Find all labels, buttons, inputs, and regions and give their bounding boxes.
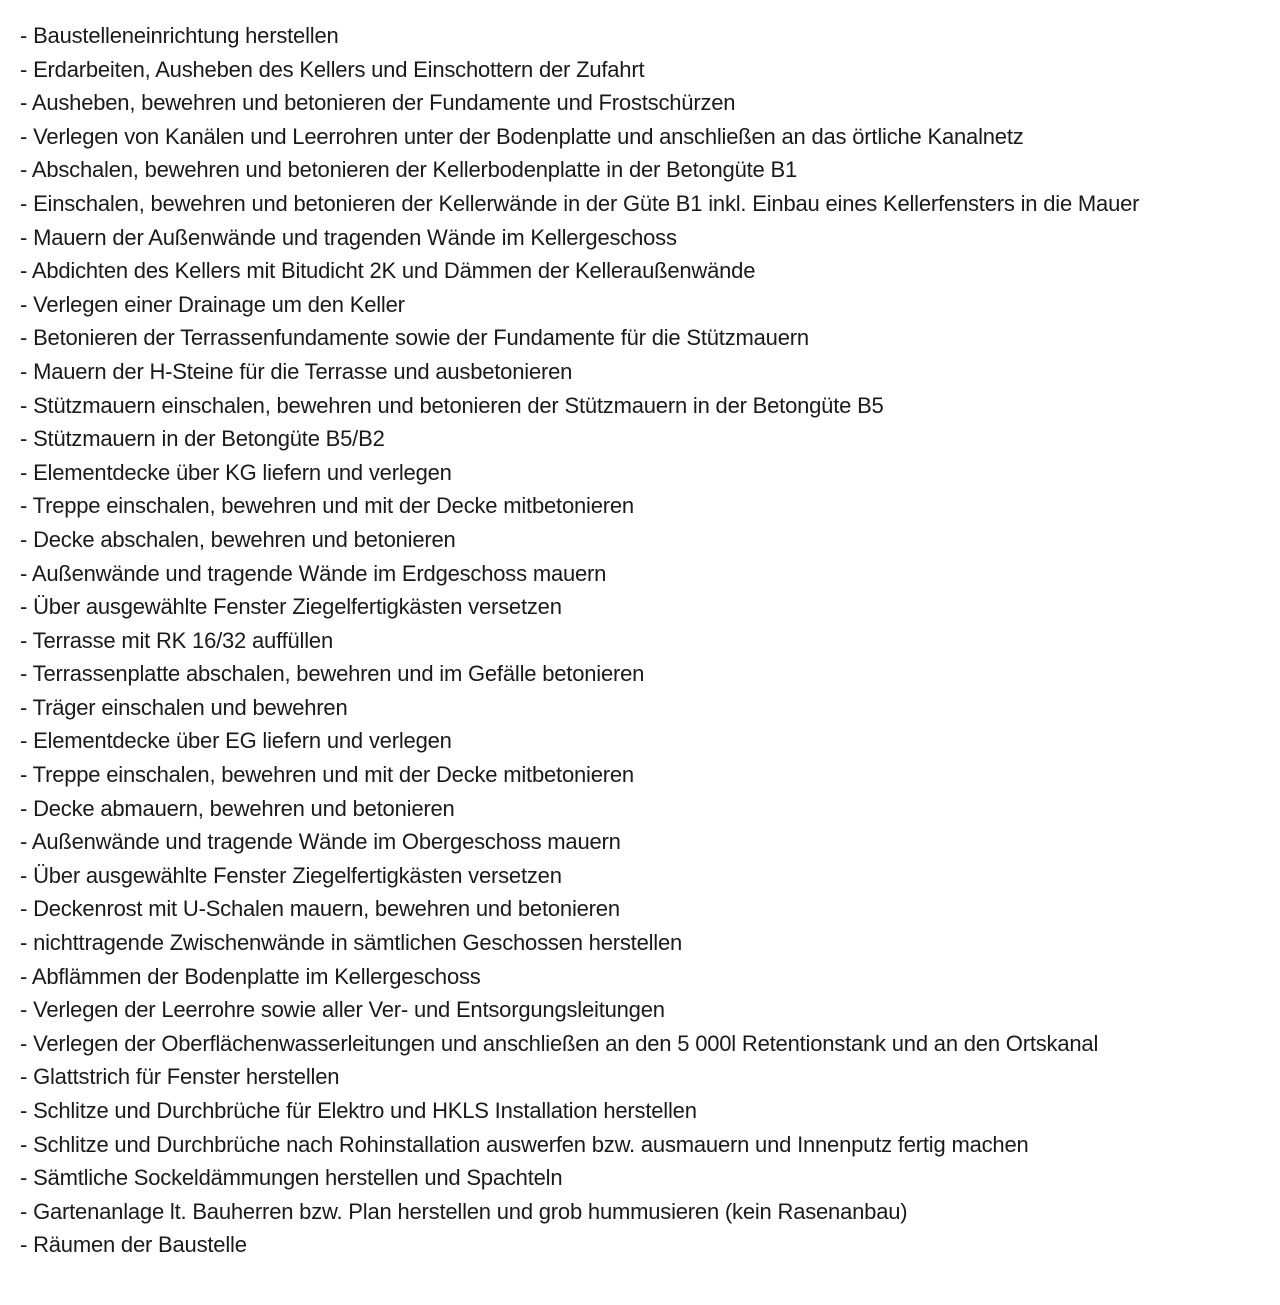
task-text: Terrasse mit RK 16/32 auffüllen	[32, 627, 333, 653]
task-line	[20, 355, 1272, 389]
task-text: Schlitze und Durchbrüche nach Rohinstallation auswerfen bzw. ausmauern und Innenputz fertig machen	[33, 1131, 1029, 1157]
task-text: Glattstrich für Fenster herstellen	[33, 1064, 340, 1090]
task-line	[20, 691, 1272, 725]
bullet-dash: -	[20, 862, 28, 888]
task-line	[20, 321, 1272, 355]
bullet-dash: -	[20, 358, 28, 384]
task-text: Über ausgewählte Fenster Ziegelfertigkästen versetzen	[33, 594, 562, 620]
bullet-dash: -	[20, 526, 28, 552]
task-text: Schlitze und Durchbrüche für Elektro und HKLS Installation herstellen	[33, 1098, 697, 1123]
task-text: Einschalen, bewehren und betonieren der Kellerwände in der Güte B1 inkl. Einbau eines Kellerfensters in die Mauer	[33, 190, 1140, 216]
task-line	[20, 624, 1272, 658]
task-line	[20, 53, 1272, 87]
bullet-dash: -	[20, 896, 28, 922]
bullet-dash: -	[20, 560, 28, 586]
task-text: Mauern der Außenwände und tragenden Wände im Kellergeschoss	[33, 224, 677, 250]
task-line	[20, 19, 1272, 53]
task-text: Ausheben, bewehren und betonieren der Fundamente und Frostschürzen	[31, 90, 736, 116]
task-line	[20, 153, 1272, 187]
bullet-dash: -	[20, 23, 28, 48]
task-text: Außenwände und tragende Wände im Erdgeschoss mauern	[31, 560, 607, 586]
task-line	[20, 1094, 1272, 1128]
task-line	[20, 1060, 1272, 1094]
task-text: Abflämmen der Bodenplatte im Kellergeschoss	[31, 963, 481, 989]
bullet-dash: -	[20, 392, 28, 418]
construction-task-list	[20, 19, 1272, 1262]
bullet-dash: -	[20, 694, 28, 720]
task-line	[20, 288, 1272, 322]
bullet-dash: -	[20, 997, 28, 1023]
bullet-dash: -	[20, 963, 28, 989]
bullet-dash: -	[20, 930, 28, 956]
bullet-dash: -	[20, 1030, 28, 1056]
task-text: Decke abmauern, bewehren und betonieren	[33, 795, 455, 821]
bullet-dash: -	[20, 325, 28, 351]
task-text: Treppe einschalen, bewehren und mit der Decke mitbetonieren	[32, 762, 634, 788]
task-line	[20, 456, 1272, 490]
task-line	[20, 859, 1272, 893]
task-line	[20, 254, 1272, 288]
task-text: Stützmauern in der Betongüte B5/B2	[33, 426, 385, 452]
bullet-dash: -	[20, 123, 28, 149]
task-text: Verlegen der Oberflächenwasserleitungen und anschließen an den 5 000l Retentionstank und an den Ortskanal	[33, 1030, 1099, 1056]
task-text: Räumen der Baustelle	[33, 1232, 247, 1258]
bullet-dash: -	[20, 1165, 28, 1191]
task-text: Deckenrost mit U-Schalen mauern, bewehren und betonieren	[33, 896, 620, 922]
bullet-dash: -	[20, 157, 28, 183]
task-text: Elementdecke über KG liefern und verlegen	[33, 459, 452, 485]
task-line	[20, 1161, 1272, 1195]
task-text: Träger einschalen und bewehren	[32, 694, 348, 720]
bullet-dash: -	[20, 56, 28, 82]
bullet-dash: -	[20, 728, 28, 754]
task-line	[20, 792, 1272, 826]
task-text: Über ausgewählte Fenster Ziegelfertigkästen versetzen	[33, 862, 562, 888]
task-line	[20, 758, 1272, 792]
task-line	[20, 892, 1272, 926]
task-line	[20, 657, 1272, 691]
bullet-dash: -	[20, 258, 28, 284]
task-line	[20, 557, 1272, 591]
task-line	[20, 221, 1272, 255]
task-text: Verlegen von Kanälen und Leerrohren unter der Bodenplatte und anschließen an das örtliche Kanalnetz	[33, 123, 1024, 149]
task-text: Abschalen, bewehren und betonieren der Kellerbodenplatte in der Betongüte B1	[31, 157, 797, 183]
bullet-dash: -	[20, 291, 28, 317]
bullet-dash: -	[20, 1098, 28, 1123]
task-line	[20, 1195, 1272, 1229]
task-line	[20, 489, 1272, 523]
task-text: Elementdecke über EG liefern und verlegen	[33, 728, 452, 754]
task-text: Sämtliche Sockeldämmungen herstellen und Spachteln	[33, 1165, 563, 1191]
bullet-dash: -	[20, 627, 28, 653]
bullet-dash: -	[20, 795, 28, 821]
task-text: Terrassenplatte abschalen, bewehren und im Gefälle betonieren	[32, 661, 645, 687]
bullet-dash: -	[20, 594, 28, 620]
task-line	[20, 86, 1272, 120]
task-text: Erdarbeiten, Ausheben des Kellers und Einschottern der Zufahrt	[33, 56, 645, 82]
bullet-dash: -	[20, 190, 28, 216]
task-text: Baustelleneinrichtung herstellen	[33, 23, 339, 48]
task-text: Betonieren der Terrassenfundamente sowie der Fundamente für die Stützmauern	[33, 325, 809, 351]
task-line	[20, 926, 1272, 960]
task-line	[20, 523, 1272, 557]
task-text: Verlegen der Leerrohre sowie aller Ver- und Entsorgungsleitungen	[33, 997, 665, 1023]
bullet-dash: -	[20, 661, 28, 687]
bullet-dash: -	[20, 1198, 28, 1224]
task-text: Abdichten des Kellers mit Bitudicht 2K und Dämmen der Kelleraußenwände	[31, 258, 756, 284]
bullet-dash: -	[20, 762, 28, 788]
task-line	[20, 590, 1272, 624]
bullet-dash: -	[20, 1064, 28, 1090]
task-line	[20, 120, 1272, 154]
task-text: Verlegen einer Drainage um den Keller	[33, 291, 405, 317]
bullet-dash: -	[20, 1131, 28, 1157]
bullet-dash: -	[20, 1232, 28, 1258]
task-text: Stützmauern einschalen, bewehren und betonieren der Stützmauern in der Betongüte B5	[33, 392, 884, 418]
bullet-dash: -	[20, 459, 28, 485]
task-line	[20, 825, 1272, 859]
task-text: Außenwände und tragende Wände im Obergeschoss mauern	[31, 829, 621, 855]
task-line	[20, 187, 1272, 221]
task-line	[20, 389, 1272, 423]
bullet-dash: -	[20, 90, 28, 116]
bullet-dash: -	[20, 493, 28, 519]
bullet-dash: -	[20, 829, 28, 855]
task-line	[20, 422, 1272, 456]
bullet-dash: -	[20, 426, 28, 452]
task-line	[20, 724, 1272, 758]
task-line	[20, 1228, 1272, 1262]
task-text: nichttragende Zwischenwände in sämtlichen Geschossen herstellen	[33, 930, 683, 956]
task-line	[20, 1027, 1272, 1061]
task-text: Treppe einschalen, bewehren und mit der Decke mitbetonieren	[32, 493, 634, 519]
task-line	[20, 1128, 1272, 1162]
bullet-dash: -	[20, 224, 28, 250]
task-text: Gartenanlage lt. Bauherren bzw. Plan herstellen und grob hummusieren (kein Rasenanbau)	[33, 1198, 908, 1224]
task-line	[20, 960, 1272, 994]
task-line	[20, 993, 1272, 1027]
task-text: Mauern der H-Steine für die Terrasse und ausbetonieren	[33, 358, 573, 384]
task-text: Decke abschalen, bewehren und betonieren	[33, 526, 456, 552]
